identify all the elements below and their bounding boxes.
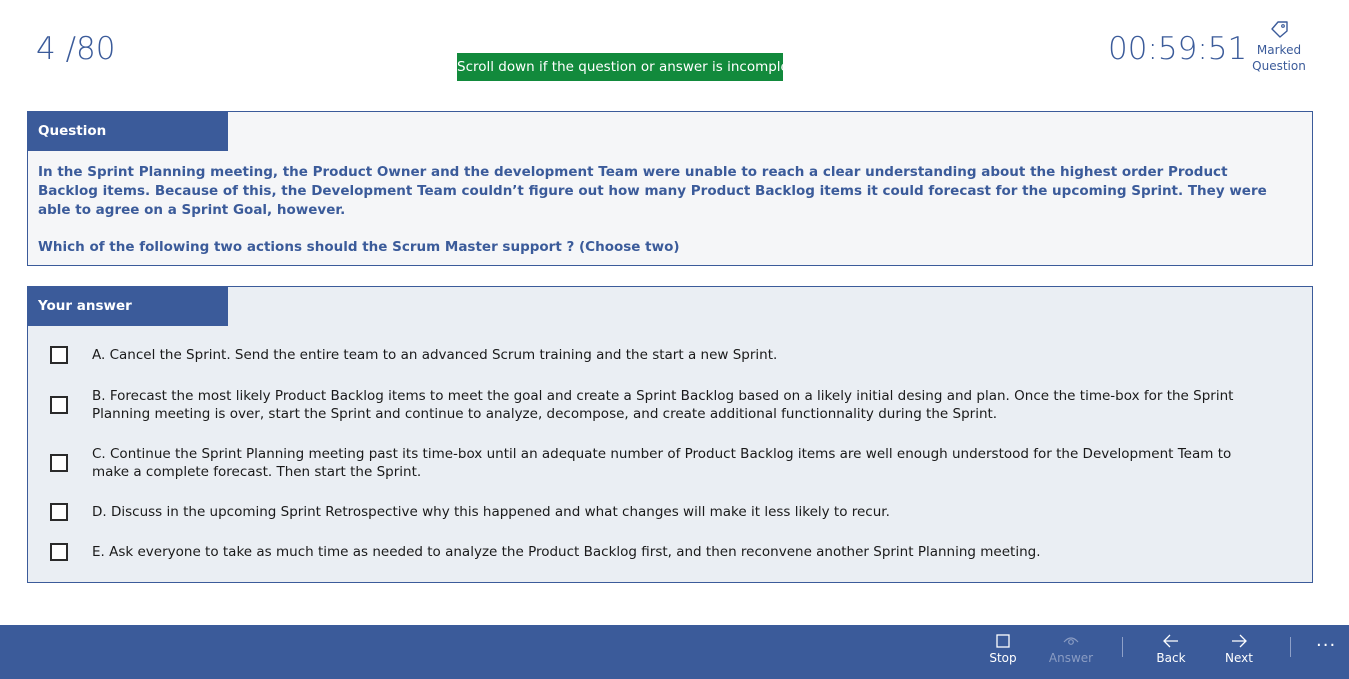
arrow-left-icon <box>1162 633 1180 649</box>
eye-icon <box>1062 633 1080 649</box>
question-text <box>38 163 1272 275</box>
option-e-text: E. Ask everyone to take as much time as needed to analyze the Product Backlog first, and then reconvene another Sprint Planning meeting. <box>92 544 1041 560</box>
option-a-text: A. Cancel the Sprint. Send the entire team to an advanced Scrum training and the start a new Sprint. <box>92 347 778 363</box>
question-paragraph: In the Sprint Planning meeting, the Product Owner and the development Team were unable to reach a clear understanding about the highest order Product Backlog items. Because of this, the Development Team couldn’t figure out how many Product Backlog items it could forecast for the upcoming Sprint. They were able to agree on a Sprint Goal, however. <box>38 164 1267 218</box>
option-a-checkbox[interactable] <box>50 346 68 364</box>
next-button[interactable] <box>1209 633 1269 666</box>
answer-option-d[interactable] <box>50 503 1272 521</box>
option-d-checkbox[interactable] <box>50 503 68 521</box>
countdown-timer: 00:59:51 <box>1108 31 1248 67</box>
tag-icon <box>1268 20 1290 38</box>
next-label: Next <box>1225 651 1253 665</box>
stop-button[interactable] <box>973 633 1033 666</box>
answer-option-e[interactable] <box>50 543 1272 561</box>
answer-button[interactable] <box>1041 633 1101 666</box>
toolbar-divider <box>1122 637 1123 657</box>
answer-option-a[interactable] <box>50 346 1272 364</box>
answer-label: Answer <box>1048 651 1094 665</box>
back-button[interactable] <box>1141 633 1201 666</box>
answer-option-c[interactable] <box>50 445 1272 481</box>
question-tab-label: Question <box>27 111 228 151</box>
question-prompt: Which of the following two actions should the Scrum Master support ? (Choose two) <box>38 239 680 255</box>
toolbar-divider <box>1290 637 1291 657</box>
back-label: Back <box>1156 651 1186 665</box>
marked-label-line1: Marked <box>1256 43 1302 57</box>
scroll-notice-banner: Scroll down if the question or answer is incomplete <box>457 53 783 81</box>
option-b-checkbox[interactable] <box>50 396 68 414</box>
arrow-right-icon <box>1230 633 1248 649</box>
marked-question-button[interactable] <box>1249 20 1309 74</box>
option-d-text: D. Discuss in the upcoming Sprint Retrospective why this happened and what changes will make it less likely to recur. <box>92 504 890 520</box>
answer-option-b[interactable] <box>50 387 1272 423</box>
more-options-button[interactable]: ··· <box>1316 635 1337 656</box>
answer-panel <box>27 286 1313 583</box>
answer-tab-label: Your answer <box>27 286 228 326</box>
question-panel <box>27 111 1313 266</box>
option-c-checkbox[interactable] <box>50 454 68 472</box>
option-c-text: C. Continue the Sprint Planning meeting past its time-box until an adequate number of Product Backlog items are well enough understood for the Development Team to make a complete forecast. Then start the Sprint. <box>92 446 1232 480</box>
marked-label-line2: Question <box>1252 59 1306 73</box>
stop-label: Stop <box>989 651 1017 665</box>
bottom-toolbar <box>0 625 1349 679</box>
option-b-text: B. Forecast the most likely Product Backlog items to meet the goal and create a Sprint Backlog based on a likely initial desing and plan. Once the time-box for the Sprint Planning meeting is over, start the Sprint and continue to analyze, decompose, and create additional functionnality during the Sprint. <box>92 388 1234 422</box>
question-counter: 4 /80 <box>36 31 116 67</box>
stop-icon <box>995 633 1011 649</box>
option-e-checkbox[interactable] <box>50 543 68 561</box>
